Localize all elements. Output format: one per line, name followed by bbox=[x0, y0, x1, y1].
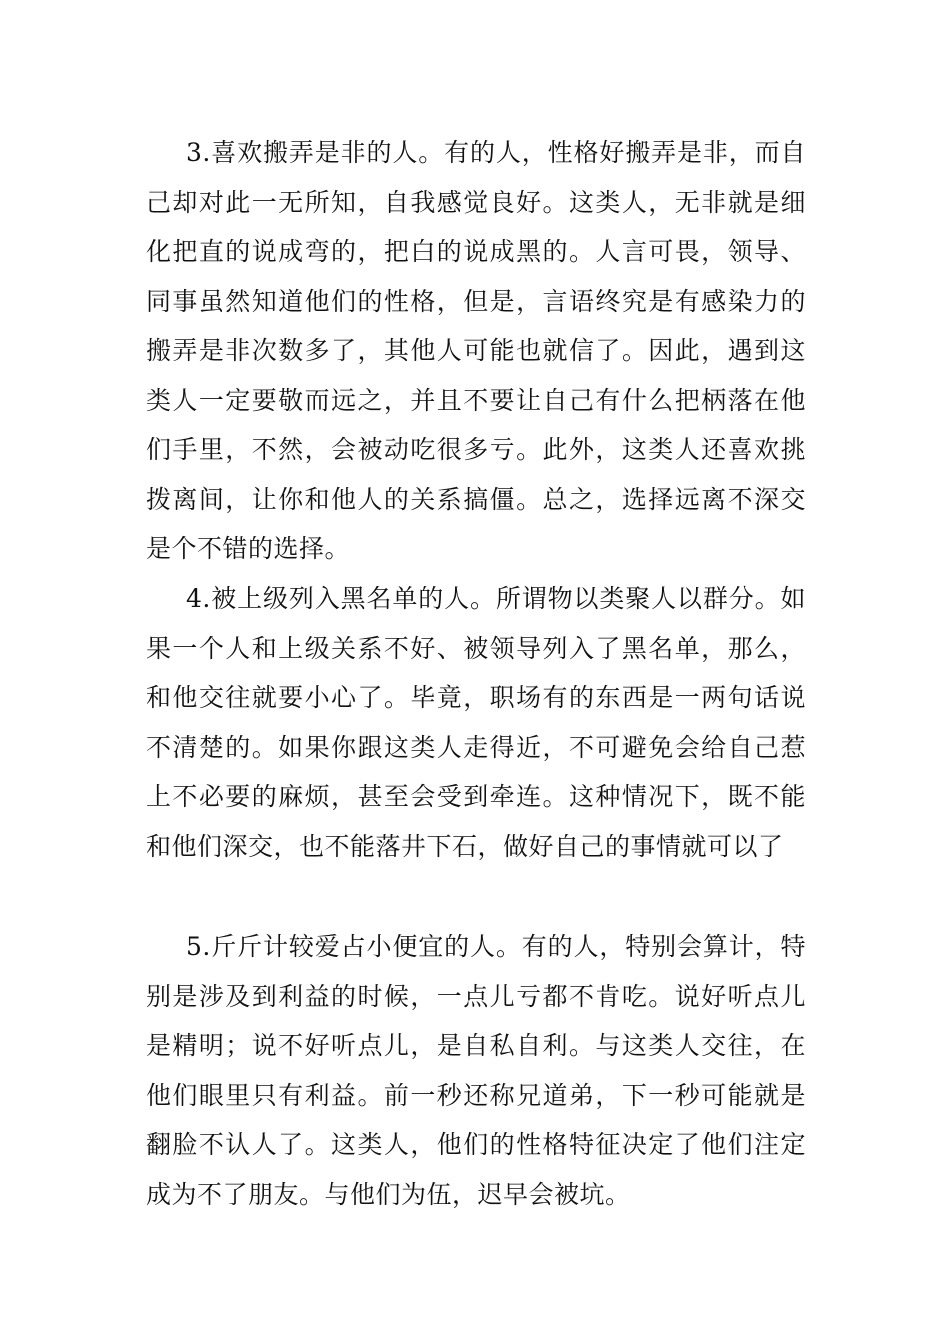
paragraph-5: 5.斤斤计较爱占小便宜的人。有的人，特别会算计，特别是涉及到利益的时候，一点儿亏都不肯吃。说好听点儿是精明；说不好听点儿，是自私自利。与这类人交往，在他们眼里只有利益。前一秒还称兄道弟，下一秒可能就是翻脸不认人了。这类人，他们的性格特征决定了他们注定成为不了朋友。与他们为伍，迟早会被坑。 bbox=[146, 932, 806, 1209]
paragraph-3: 3.喜欢搬弄是非的人。有的人，性格好搬弄是非，而自己却对此一无所知，自我感觉良好。这类人，无非就是细化把直的说成弯的，把白的说成黑的。人言可畏，领导、同事虽然知道他们的性格，但是，言语终究是有感染力的搬弄是非次数多了，其他人可能也就信了。因此，遇到这类人一定要敬而远之，并且不要让自己有什么把柄落在他们手里，不然，会被动吃很多亏。此外，这类人还喜欢挑拨离间，让你和他人的关系搞僵。总之，选择远离不深交是个不错的选择。 bbox=[146, 138, 806, 563]
paragraph-4: 4.被上级列入黑名单的人。所谓物以类聚人以群分。如果一个人和上级关系不好、被领导列入了黑名单，那么，和他交往就要小心了。毕竟，职场有的东西是一两句话说不清楚的。如果你跟这类人走得近，不可避免会给自己惹上不必要的麻烦，甚至会受到牵连。这种情况下，既不能和他们深交，也不能落井下石，做好自己的事情就可以了 bbox=[146, 584, 806, 861]
